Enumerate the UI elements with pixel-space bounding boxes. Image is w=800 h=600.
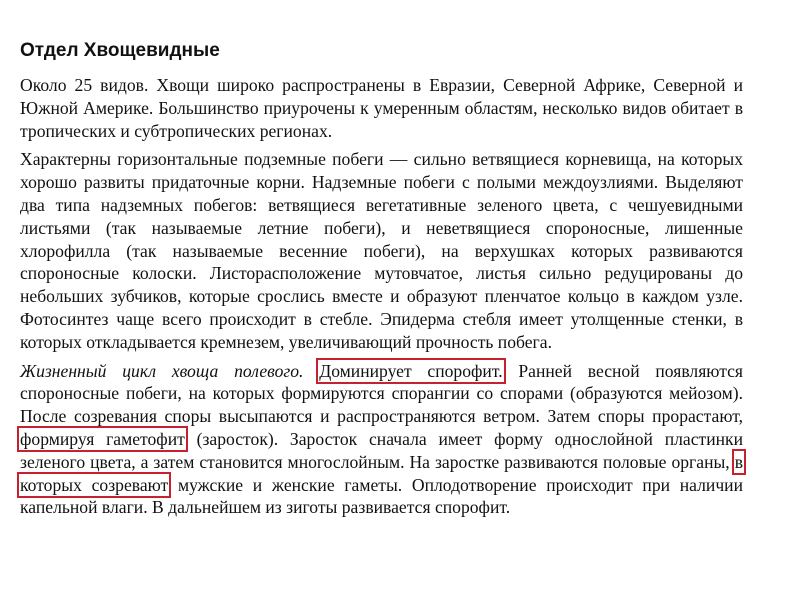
- life-cycle-lead: Жизненный цикл хвоща полевого.: [20, 360, 304, 381]
- document-page: [20, 40, 743, 525]
- paragraph-life-cycle: [20, 360, 743, 520]
- paragraph-morphology: Характерны горизонтальные подземные побеги — сильно ветвящиеся корневища, на которых хорошо развиты придаточные корни. Надземные побеги с полыми междоузлиями. Выделяют два типа надземных побегов: ветвящиеся вегетативные зеленого цвета, с чешуевидными листьями (так называемые летние побеги), и неветвящиеся спороносные, лишенные хлорофилла (так называемые весенние побеги), на верхушках которых развиваются спороносные колоски. Листорасположение мутовчатое, листья сильно редуцированы до небольших зубчиков, которые срослись вместе и образуют пленчатое кольцо в каждом узле. Фотосинтез чаще всего происходит в стебле. Эпидерма стебля имеет утолщенные стенки, в которых откладывается кремнезем, увеличивающий прочность побега.: [20, 149, 743, 352]
- life-cycle-text-2: (заросток). Заросток сначала имеет форму однослойной пластинки зеленого цвета, а затем становится многослойным. На заростке развиваются половые органы,: [20, 428, 743, 472]
- highlight-dominates-sporophyte: Доминирует спорофит.: [319, 360, 503, 381]
- life-cycle-text-3: мужские и женские гаметы. Оплодотворение происходит при наличии капельной влаги. В дальнейшем из зиготы развивается спорофит.: [20, 474, 743, 518]
- section-title: Отдел Хвощевидные: [20, 40, 220, 61]
- life-cycle-text-1: Ранней весной появляются спороносные побеги, на которых формируются спорангии со спорами (образуются мейозом). После созревания споры высыпаются и распространяются ветром. Затем споры прорастают,: [20, 360, 744, 427]
- highlight-forming-gametophyte: формируя гаметофит: [20, 428, 185, 449]
- paragraph-distribution: Около 25 видов. Хвощи широко распространены в Евразии, Северной Африке, Северной и Южной Америке. Большинство приурочены к умеренным областям, несколько видов обитает в тропических и субтропических регионах.: [20, 75, 743, 141]
- highlight-in-which-mature: в которых созревают: [20, 451, 743, 495]
